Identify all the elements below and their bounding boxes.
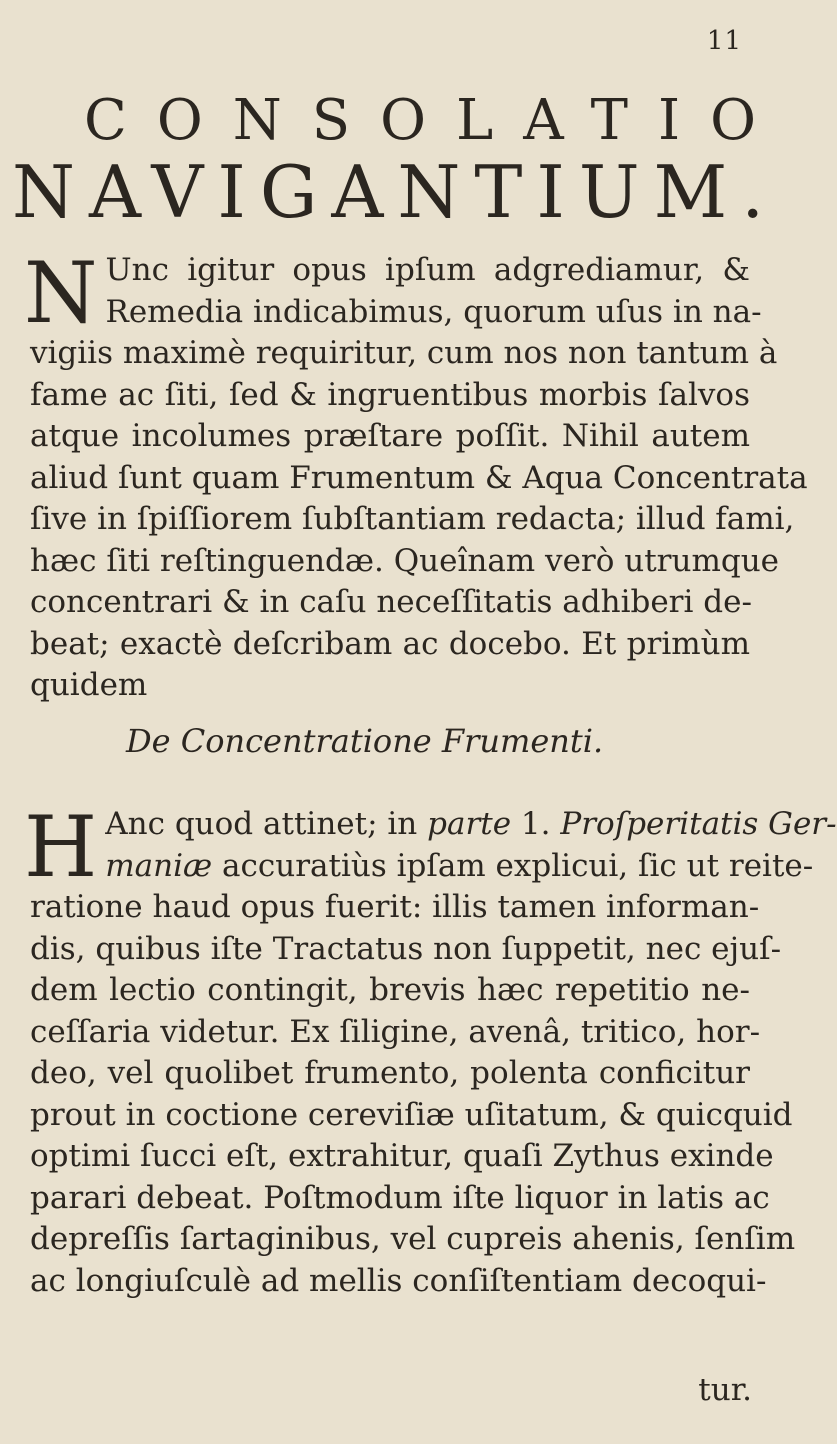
page-number: 11	[706, 26, 742, 56]
italic-text: Proſperitatis Ger-	[560, 806, 837, 842]
text-run: 1.	[511, 806, 561, 842]
title-line-2: NAVIGANTIUM.	[12, 150, 779, 234]
text-line: parari debeat. Poſtmodum iſte liquor in latis ac	[30, 1179, 770, 1216]
text-line: depreſſis ſartaginibus, vel cupreis ahenis, ſenſim	[30, 1221, 796, 1257]
paragraph-1	[24, 244, 808, 707]
section-heading: De Concentratione Frumenti.	[126, 722, 604, 760]
text-line: aliud ſunt quam Frumentum & Aqua Concentrata	[30, 459, 808, 496]
text-run: accuratiùs ipſam explicui, ſic ut reite-	[212, 847, 814, 884]
text-line: beat; exactè deſcribam ac docebo. Et primùm	[30, 625, 750, 662]
italic-text: parte	[427, 806, 512, 842]
text-line: dis, quibus iſte Tractatus non ſuppetit, nec ejuſ-	[30, 930, 782, 967]
text-line: hæc ſiti reſtinguendæ. Queînam verò utrumque	[30, 542, 780, 579]
text-line: optimi ſucci eſt, extrahitur, quaſi Zythus exinde	[30, 1138, 774, 1174]
text-line: vigiis maximè requiritur, cum nos non tantum à	[30, 335, 778, 371]
text-line: fame ac ſiti, ſed & ingruentibus morbis ſalvos	[30, 376, 750, 413]
text-line: concentrari & in caſu neceſſitatis adhiberi de-	[30, 584, 752, 620]
text-line: dem lectio contingit, brevis hæc repetitio ne-	[30, 972, 750, 1008]
text-run: Anc quod attinet; in	[105, 806, 428, 842]
catchword: tur.	[698, 1372, 752, 1408]
drop-cap: N	[24, 244, 98, 342]
drop-cap: H	[24, 798, 98, 896]
paragraph-2	[24, 798, 837, 1302]
text-line: deo, vel quolibet frumento, polenta conficitur	[30, 1055, 750, 1091]
text-line	[30, 804, 837, 846]
text-line: ceſſaria videtur. Ex ſiligine, avenâ, tritico, hor-	[30, 1013, 761, 1050]
text-line: ſive in ſpiſſiorem ſubſtantiam redacta; illud fami,	[30, 501, 795, 537]
italic-text: maniæ	[105, 847, 213, 884]
text-line: Remedia indicabimus, quorum uſus in na-	[105, 293, 762, 330]
text-line: ac longiuſculè ad mellis conſiſtentiam decoqui-	[30, 1262, 767, 1299]
title-line-1: CONSOLATIO	[84, 88, 786, 153]
text-line: prout in coctione cereviſiæ uſitatum, & quicquid	[30, 1096, 793, 1133]
text-line	[30, 846, 814, 888]
text-line: atque incolumes præſtare poſſit. Nihil autem	[30, 418, 750, 454]
text-line: ratione haud opus fuerit: illis tamen informan-	[30, 889, 760, 925]
text-line: quidem	[30, 667, 148, 703]
text-line: Unc igitur opus ipſum adgrediamur, &	[105, 252, 750, 288]
